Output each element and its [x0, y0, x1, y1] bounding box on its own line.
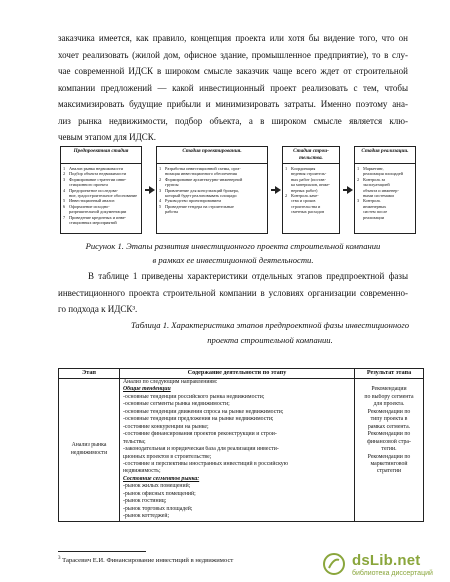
stage-item [63, 220, 139, 225]
paragraph-1-line: хочет реализовать (жилой дом, офисное здание, промышленное предприятие), то в слу- [58, 49, 408, 60]
arrow-right-icon [347, 186, 353, 194]
stage-item-text: Предпроектное исследова- [69, 187, 118, 193]
paragraph-2-line: го подхода к ИДСК³. [58, 304, 138, 314]
content-line: -основные тенденции движения спроса на рынке недвижимости; [123, 408, 284, 415]
content-line: Общие тенденции [123, 386, 171, 393]
stage-item-text: Проведение тендера на строительные [165, 203, 234, 209]
stage-item-text: Руководство проектированием [165, 198, 221, 204]
stage-item-text: строительства и [291, 203, 321, 209]
figure-caption-line: Рисунок 1. Этапы развития инвестиционного проекта строительной компании [85, 241, 381, 251]
stage-item-number: 5 [159, 203, 162, 209]
stage-item-text: который будет реализовывать площади [165, 193, 237, 199]
stage-item-text: Инвестиционный анализ [69, 198, 115, 204]
stage-item-number: 2 [63, 171, 66, 177]
content-line: тельства; [123, 438, 146, 445]
stage-item-number: 4 [63, 187, 66, 193]
result-line: стратегии [376, 468, 402, 475]
paragraph-1-line: лиз рынка недвижимости, подбор объекта, а в широком смысле является клю- [58, 115, 408, 126]
stage-item-text: ведения строитель- [291, 171, 327, 177]
paragraph-1-line: заказчика имеется, как правило, концепция проекта или хотя бы видение того, что он [58, 33, 408, 43]
content-line: -рынок жилых помещений; [123, 483, 191, 490]
result-line: рамках сегмента. [367, 423, 411, 430]
content-line: -основные тенденции предложения на рынке недвижимости; [123, 416, 274, 423]
stages-figure [60, 146, 416, 236]
footnote-divider [58, 551, 146, 552]
stage-item-text: эксплуатацией [363, 182, 390, 188]
content-line: -основные сегменты рынка недвижимости; [123, 401, 230, 408]
stage-item [159, 209, 265, 214]
stage-item-text: ства и сроков [291, 198, 316, 204]
result-line: Рекомендации [371, 386, 407, 393]
content-line: -рынок гостиниц; [123, 498, 167, 505]
stage-title: Предпроектная стадия [61, 147, 141, 164]
content-line: -состояние конкуренции на рынке; [123, 423, 209, 430]
result-line: Рекомендации по [367, 431, 411, 438]
stage-item-text: низация инвестиционного обеспечения [165, 171, 237, 177]
content-line: -рынок коттеджей; [123, 513, 170, 520]
stage-item-text: Контроль за [363, 176, 386, 182]
stage-item-number: 2 [285, 193, 288, 199]
content-line: -основные тенденции российского рынка недвижимости; [123, 393, 265, 400]
content-line: ционных проектов в строительстве; [123, 453, 212, 460]
stage-item-number: 3 [159, 187, 162, 193]
table-cell-content [120, 379, 355, 522]
stage-box [60, 146, 142, 234]
stage-item-text: разрешительной документации [69, 209, 127, 215]
stage-item-number: 4 [159, 198, 162, 204]
stage-item-number: 6 [63, 203, 66, 209]
stage-item-text: Формирование стратегии инве- [69, 176, 127, 182]
stage-item-text: Формирование архитектурно-инженерной [165, 176, 243, 182]
footnote-mark: 3 [58, 556, 61, 561]
paragraph-1-line: чевым этапом для ИДСК. [58, 132, 156, 142]
table-caption-line: проекта строительной компании. [207, 335, 333, 345]
stage-item-number: 2 [159, 176, 162, 182]
stage-item-text: группы [165, 182, 179, 188]
stage-box [282, 146, 340, 234]
stage-item [285, 209, 337, 214]
table-header-result: Результат этапа [355, 369, 424, 379]
footnote-text: Тарасевич Е.И. Финансирование инвестиций в недвижимост [62, 557, 234, 565]
table-cell-result [355, 379, 424, 522]
stage-item-text: ние, градостроительное обоснование [69, 193, 138, 199]
stage-title: Стадия реализации. [355, 147, 415, 164]
stage-item-text: работы [165, 209, 179, 215]
stage-item-number: 1 [159, 166, 162, 171]
body-paragraph-1 [58, 30, 408, 146]
stage-item-text: объекта и инженер- [363, 187, 399, 193]
paragraph-2-line: В таблице 1 приведены характеристики отдельных этапов предпроектной фазы [88, 271, 408, 281]
stage-item-number: 1 [357, 166, 360, 171]
table-header-row [59, 369, 424, 379]
stage-item-number: 3 [63, 176, 66, 182]
result-line: по выбору сегмента [364, 393, 414, 400]
stage-item-text: Координация [291, 166, 316, 171]
content-line: -состояние финансирования проектов реконструкции и строи- [123, 431, 277, 438]
paragraph-1-line: максимизировать будущие прибыли и минимизировать затраты. Именно поэтому ана- [58, 99, 408, 109]
content-line: Анализ по следующим направлениям: [123, 379, 218, 385]
stage-item-text: Подбор объекта недвижимости [69, 171, 127, 177]
result-line [358, 379, 420, 386]
result-line: Рекомендации по [367, 408, 411, 415]
stage-item-text: систем после [363, 209, 388, 215]
stage-item-text: Контроль каче- [291, 193, 319, 199]
content-line: недвижимость; [123, 468, 161, 475]
stage-item-number: 7 [63, 214, 66, 220]
stage-item-text: реализация площадей [363, 171, 403, 177]
stage-item-text: сметных расходов [291, 209, 325, 215]
content-line: -рынок торговых площадей; [123, 505, 193, 512]
table-row [59, 379, 424, 522]
result-line: тегии. [381, 446, 397, 453]
watermark-site: dsLib.net [352, 552, 421, 569]
body-paragraph-2 [58, 268, 408, 318]
paragraph-2-line: инвестиционного проекта строительной компании в условиях организации современно- [58, 287, 408, 298]
figure-caption [58, 239, 408, 267]
paragraph-1-line: компании предложений — какой инвестиционный проект реализовать с тем, чтобы [58, 82, 408, 93]
stage-item-text: стиционного проекта [69, 182, 108, 188]
table-caption-line: Таблица 1. Характеристика этапов предпроектной фазы инвестиционного [130, 320, 410, 330]
figure-caption-line: в рамках ее инвестиционной деятельности. [152, 255, 314, 265]
stage-item-text: Контроль [363, 198, 381, 204]
result-line: финансовой стра- [367, 438, 411, 445]
result-line: для проекта. [373, 401, 405, 408]
stage-item-text: реализации [363, 214, 384, 220]
content-line: Состояние сегментов рынка: [123, 475, 200, 482]
table-header-stage: Этап [59, 369, 120, 379]
stage-item-text: стиционных мероприятий [69, 220, 117, 226]
stage-item-text: инженерных [363, 203, 387, 209]
stage-item-text: Проведение кредитных и инве- [69, 214, 127, 220]
stages-table [58, 368, 424, 522]
watermark [322, 552, 442, 580]
stage-item-text: Привлечение для консультаций брокера, [165, 187, 239, 193]
stage-title: Стадия проектирования. [157, 147, 267, 164]
dslib-logo-icon [322, 552, 346, 576]
stage-item-text: Разработка инвестиционной схемы, орга- [165, 166, 241, 171]
stage-item-number: 1 [285, 166, 288, 171]
stage-title: Стадия строи- тельства. [283, 147, 339, 164]
stage-item-text: Маркетинг, [363, 166, 384, 171]
result-line: маркетинговой [370, 460, 408, 467]
stage-item-text: ка материалов, инже- [291, 182, 330, 188]
stage-item-text: ных работ (постав- [291, 176, 326, 182]
watermark-subtitle: библиотека диссертаций [352, 570, 433, 577]
stage-item-number: 3 [357, 198, 360, 204]
stage-item-number: 5 [63, 198, 66, 204]
result-line: Рекомендации по [367, 453, 411, 460]
table-cell-stage: Анализ рынка недвижимости [59, 379, 120, 522]
arrow-right-icon [149, 186, 155, 194]
stage-item-text: нерных работ) [291, 187, 318, 193]
stage-item [357, 215, 413, 220]
content-line: -законодательная и юридическая база для реализации инвести- [123, 446, 279, 453]
stage-item-number: 1 [63, 166, 66, 171]
content-line: -состояние и перспективы иностранных инвестиций в российскую [123, 460, 289, 467]
table-caption [120, 318, 420, 348]
arrow-right-icon [275, 186, 281, 194]
stage-item-text: ными системами [363, 193, 394, 199]
paragraph-1-line: чае современной ИДСК в широком смысле заказчик чаще всего ждет от строительной [58, 66, 408, 76]
result-line: типу проекта в [370, 416, 408, 423]
stage-item-number: 2 [357, 176, 360, 182]
content-line: -рынок офисных помещений; [123, 490, 196, 497]
footnote [58, 556, 233, 564]
table-header-content: Содержание деятельности по этапу [120, 369, 355, 379]
stage-item-text: Оформление исходно- [69, 203, 110, 209]
stage-item-text: Анализ рынка недвижимости [69, 166, 123, 171]
stage-box [354, 146, 416, 234]
stage-box [156, 146, 268, 234]
